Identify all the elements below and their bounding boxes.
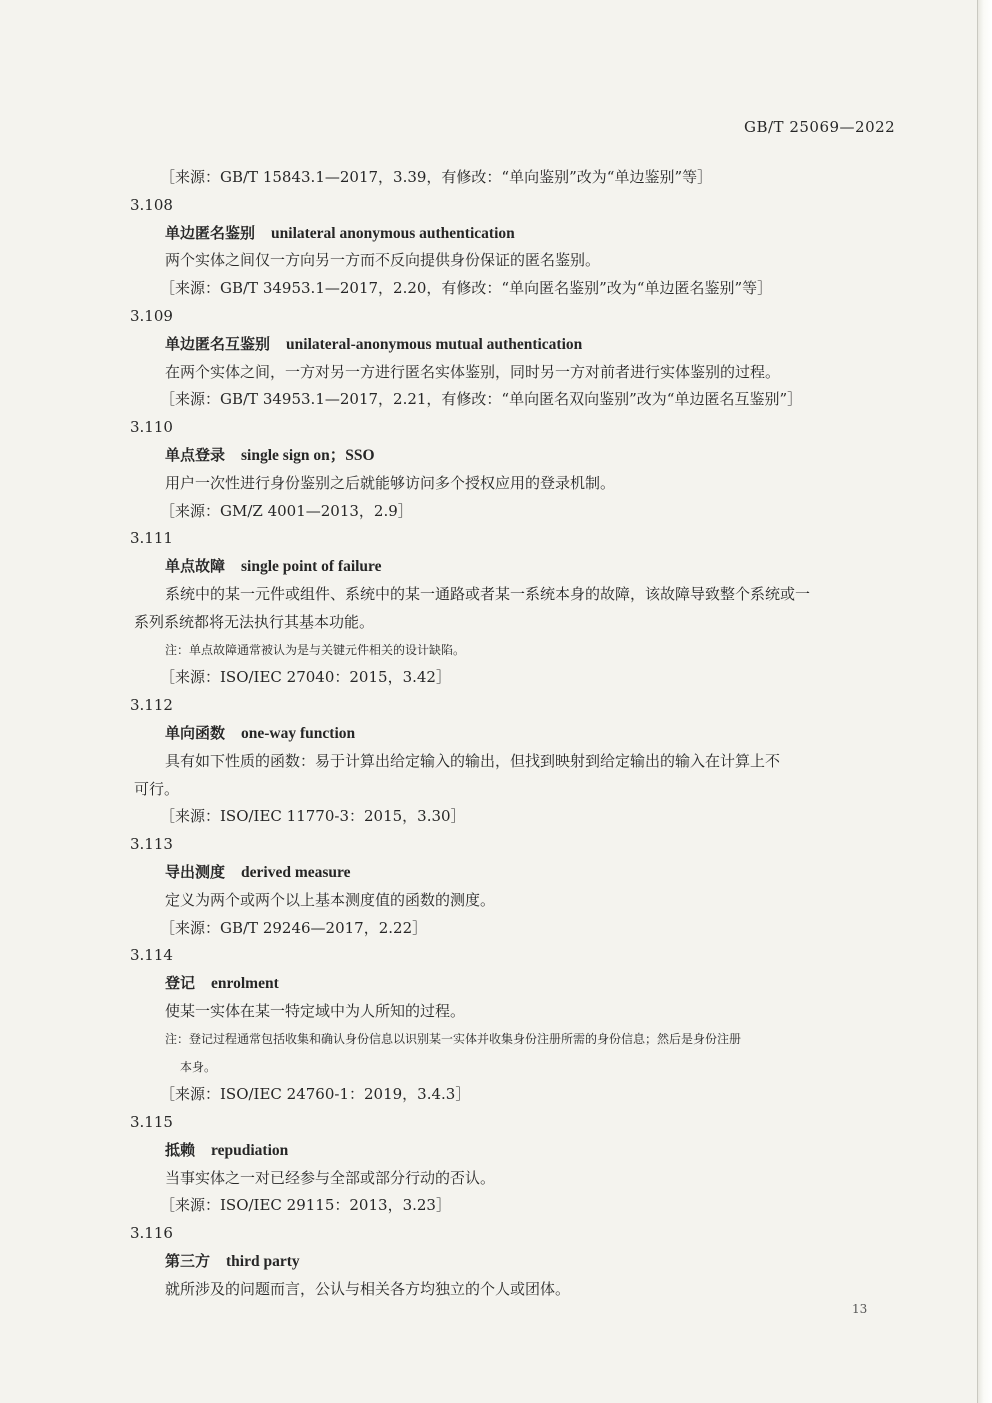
note-text: 注：登记过程通常包括收集和确认身份信息以识别某一实体并收集身份注册所需的身份信息；然后是身份注册	[165, 1031, 742, 1046]
clause-number: 3.108	[130, 195, 173, 214]
note-text: 注：单点故障通常被认为是与关键元件相关的设计缺陷。	[165, 642, 466, 657]
source-citation: ［来源：GB/T 34953.1—2017，2.20，有修改：“单向匿名鉴别”改为“单边匿名鉴别”等］	[160, 279, 773, 298]
source-citation: ［来源：ISO/IEC 27040：2015，3.42］	[160, 668, 451, 687]
term-english: single sign on；SSO	[241, 446, 375, 464]
definition-text: 具有如下性质的函数：易于计算出给定输入的输出，但找到映射到给定输出的输入在计算上不	[165, 751, 781, 770]
term-heading	[0, 442, 992, 470]
definition-text: 就所涉及的问题而言，公认与相关各方均独立的个人或团体。	[165, 1279, 571, 1298]
term-heading	[0, 720, 992, 748]
term-chinese: 单点故障	[165, 557, 226, 576]
term-chinese: 第三方	[165, 1252, 211, 1271]
term-chinese: 单点登录	[165, 445, 226, 464]
term-chinese: 单向函数	[165, 723, 226, 742]
definition-text-continued: 可行。	[134, 779, 180, 798]
document-body	[0, 164, 992, 1304]
term-english: enrolment	[211, 975, 279, 993]
definition-text-continued: 系列系统都将无法执行其基本功能。	[134, 612, 375, 631]
clause-number: 3.109	[130, 306, 173, 325]
term-english: unilateral-anonymous mutual authentication	[286, 335, 583, 353]
term-heading	[0, 970, 992, 998]
clause-number: 3.111	[130, 529, 173, 548]
definition-text: 定义为两个或两个以上基本测度值的函数的测度。	[165, 890, 496, 909]
term-chinese: 单边匿名鉴别	[165, 223, 256, 242]
clause-number: 3.114	[130, 946, 173, 965]
source-citation: ［来源：GB/T 29246—2017，2.22］	[160, 918, 428, 937]
clause-number: 3.116	[130, 1224, 173, 1243]
standard-code: GB/T 25069—2022	[744, 118, 896, 136]
source-citation: ［来源：GB/T 15843.1—2017，3.39，有修改：“单向鉴别”改为“单边鉴别”等］	[160, 168, 713, 186]
term-english: third party	[226, 1253, 300, 1271]
definition-text: 在两个实体之间，一方对另一方进行匿名实体鉴别，同时另一方对前者进行实体鉴别的过程。	[165, 362, 781, 381]
term-english: unilateral anonymous authentication	[271, 224, 515, 242]
term-english: one-way function	[241, 724, 356, 742]
term-heading	[0, 1137, 992, 1165]
source-citation: ［来源：GB/T 34953.1—2017，2.21，有修改：“单向匿名双向鉴别”改为“单边匿名互鉴别”］	[160, 390, 803, 409]
term-chinese: 单边匿名互鉴别	[165, 334, 271, 353]
source-citation: ［来源：ISO/IEC 11770-3：2015，3.30］	[160, 807, 466, 826]
term-heading	[0, 859, 992, 887]
definition-text: 当事实体之一对已经参与全部或部分行动的否认。	[165, 1168, 496, 1187]
term-heading	[0, 553, 992, 581]
term-english: single point of failure	[241, 558, 382, 576]
clause-number: 3.112	[130, 696, 173, 715]
source-citation: ［来源：ISO/IEC 29115：2013，3.23］	[160, 1196, 451, 1215]
term-chinese: 抵赖	[165, 1140, 196, 1159]
definition-text: 用户一次性进行身份鉴别之后就能够访问多个授权应用的登录机制。	[165, 473, 616, 492]
term-english: repudiation	[211, 1141, 289, 1159]
clause-number: 3.113	[130, 835, 173, 854]
term-english: derived measure	[241, 863, 351, 881]
term-chinese: 登记	[165, 974, 196, 993]
term-heading	[0, 331, 992, 359]
source-citation: ［来源：ISO/IEC 24760-1：2019，3.4.3］	[160, 1085, 471, 1104]
source-citation: ［来源：GM/Z 4001—2013，2.9］	[160, 501, 413, 520]
note-text-continued: 本身。	[180, 1059, 217, 1074]
definition-text: 系统中的某一元件或组件、系统中的某一通路或者某一系统本身的故障，该故障导致整个系统或一	[165, 584, 811, 603]
term-heading	[0, 1248, 992, 1276]
definition-text: 使某一实体在某一特定域中为人所知的过程。	[165, 1001, 466, 1020]
term-chinese: 导出测度	[165, 862, 226, 881]
clause-number: 3.110	[130, 418, 173, 437]
term-heading	[0, 220, 992, 248]
page-number: 13	[852, 1302, 868, 1316]
definition-text: 两个实体之间仅一方向另一方而不反向提供身份保证的匿名鉴别。	[165, 251, 601, 270]
clause-number: 3.115	[130, 1113, 173, 1132]
